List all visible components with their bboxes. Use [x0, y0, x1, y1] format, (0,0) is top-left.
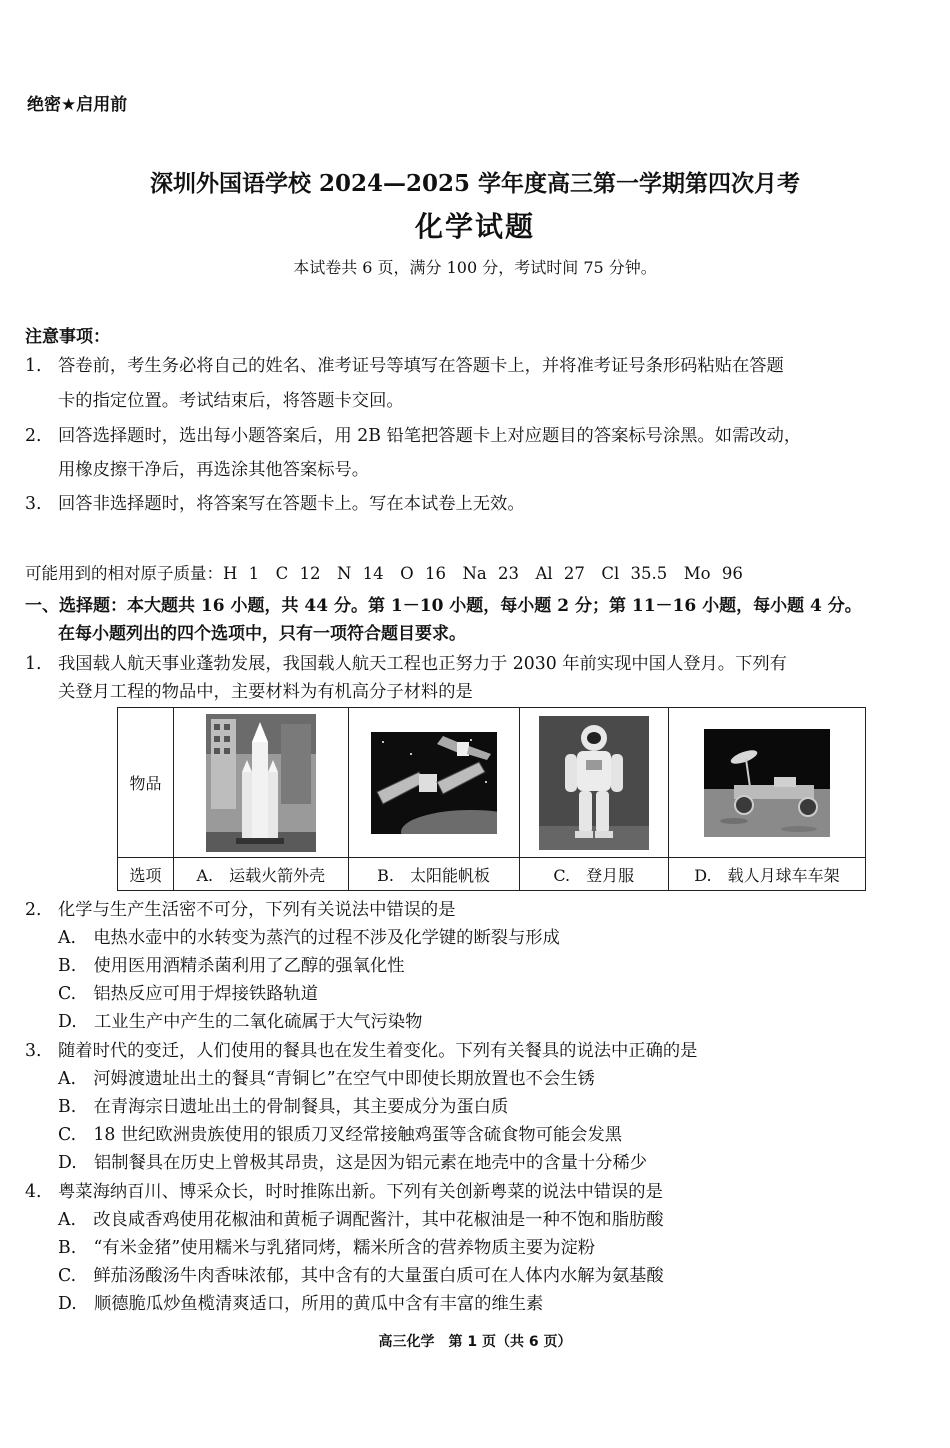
row-label-options: 选项	[118, 858, 174, 891]
q1-stem-line2: 关登月工程的物品中，主要材料为有机高分子材料的是	[58, 682, 473, 702]
exam-title: 深圳外国语学校 2024—2025 学年度高三第一学期第四次月考	[149, 170, 801, 197]
q3-option-c: C. 18 世纪欧洲贵族使用的银质刀叉经常接触鸡蛋等含硫食物可能会发黑	[58, 1125, 623, 1145]
q3-option-b: B. 在青海宗日遗址出土的骨制餐具，其主要成分为蛋白质	[58, 1097, 509, 1117]
q2-option-a: A. 电热水壶中的水转变为蒸汽的过程不涉及化学键的断裂与形成	[58, 928, 560, 948]
row-label-items: 物品	[118, 708, 174, 858]
q4-option-a: A. 改良咸香鸡使用花椒油和黄栀子调配酱汁，其中花椒油是一种不饱和脂肪酸	[58, 1210, 664, 1230]
q4-number: 4.	[25, 1182, 42, 1202]
q3-option-d: D. 铝制餐具在历史上曾极其昂贵，这是因为铝元素在地壳中的含量十分稀少	[58, 1153, 648, 1173]
rover-image	[668, 708, 865, 858]
q1-number: 1.	[25, 654, 42, 674]
q3-number: 3.	[25, 1041, 42, 1061]
q2-option-c: C. 铝热反应可用于焊接铁路轨道	[58, 984, 319, 1004]
q1-option-c: C. 登月服	[519, 858, 668, 891]
spacesuit-picture	[539, 716, 649, 850]
q3-option-a: A. 河姆渡遗址出土的餐具“青铜匕”在空气中即使长期放置也不会生锈	[58, 1069, 595, 1089]
q1-stem-line1: 我国载人航天事业蓬勃发展，我国载人航天工程也正努力于 2030 年前实现中国人登月。下列有	[58, 654, 787, 674]
q1-option-a: A. 运载火箭外壳	[174, 858, 349, 891]
confidential-label: 绝密★启用前	[27, 95, 128, 115]
q3-stem: 随着时代的变迁，人们使用的餐具也在发生着变化。下列有关餐具的说法中正确的是	[58, 1041, 698, 1061]
notice-title: 注意事项：	[25, 327, 110, 347]
rocket-image	[174, 708, 349, 858]
atomic-masses: 可能用到的相对原子质量：H 1 C 12 N 14 O 16 Na 23 Al 27 Cl 35.5 Mo 96	[25, 564, 743, 583]
q2-option-b: B. 使用医用酒精杀菌利用了乙醇的强氧化性	[58, 956, 405, 976]
section-heading: 一、选择题：本大题共 16 小题，共 44 分。第 1－10 小题，每小题 2 分；第 11－16 小题，每小题 4 分。	[25, 596, 862, 616]
page-footer: 高三化学 第 1 页（共 6 页）	[378, 1334, 572, 1350]
subject-title: 化学试题	[414, 210, 535, 243]
q2-stem: 化学与生产生活密不可分，下列有关说法中错误的是	[58, 900, 456, 920]
exam-meta: 本试卷共 6 页，满分 100 分，考试时间 75 分钟。	[293, 258, 657, 277]
q4-option-d: D. 顺德脆瓜炒鱼榄清爽适口，所用的黄瓜中含有丰富的维生素	[58, 1294, 544, 1314]
solar-panel-picture	[371, 732, 497, 834]
q4-option-b: B. “有米金猪”使用糯米与乳猪同烤，糯米所含的营养物质主要为淀粉	[58, 1238, 596, 1258]
lunar-rover-picture	[704, 729, 830, 837]
q2-number: 2.	[25, 900, 42, 920]
section-instruction: 在每小题列出的四个选项中，只有一项符合题目要求。	[58, 624, 466, 644]
q4-stem: 粤菜海纳百川、博采众长，时时推陈出新。下列有关创新粤菜的说法中错误的是	[58, 1182, 663, 1202]
q1-option-d: D. 载人月球车车架	[668, 858, 865, 891]
satellite-image	[348, 708, 519, 858]
q1-option-b: B. 太阳能帆板	[348, 858, 519, 891]
q2-option-d: D. 工业生产中产生的二氧化硫属于大气污染物	[58, 1012, 423, 1032]
spacesuit-image	[519, 708, 668, 858]
q1-items-table	[117, 707, 866, 891]
rocket-picture	[206, 714, 316, 852]
q4-option-c: C. 鲜茄汤酸汤牛肉香味浓郁，其中含有的大量蛋白质可在人体内水解为氨基酸	[58, 1266, 664, 1286]
